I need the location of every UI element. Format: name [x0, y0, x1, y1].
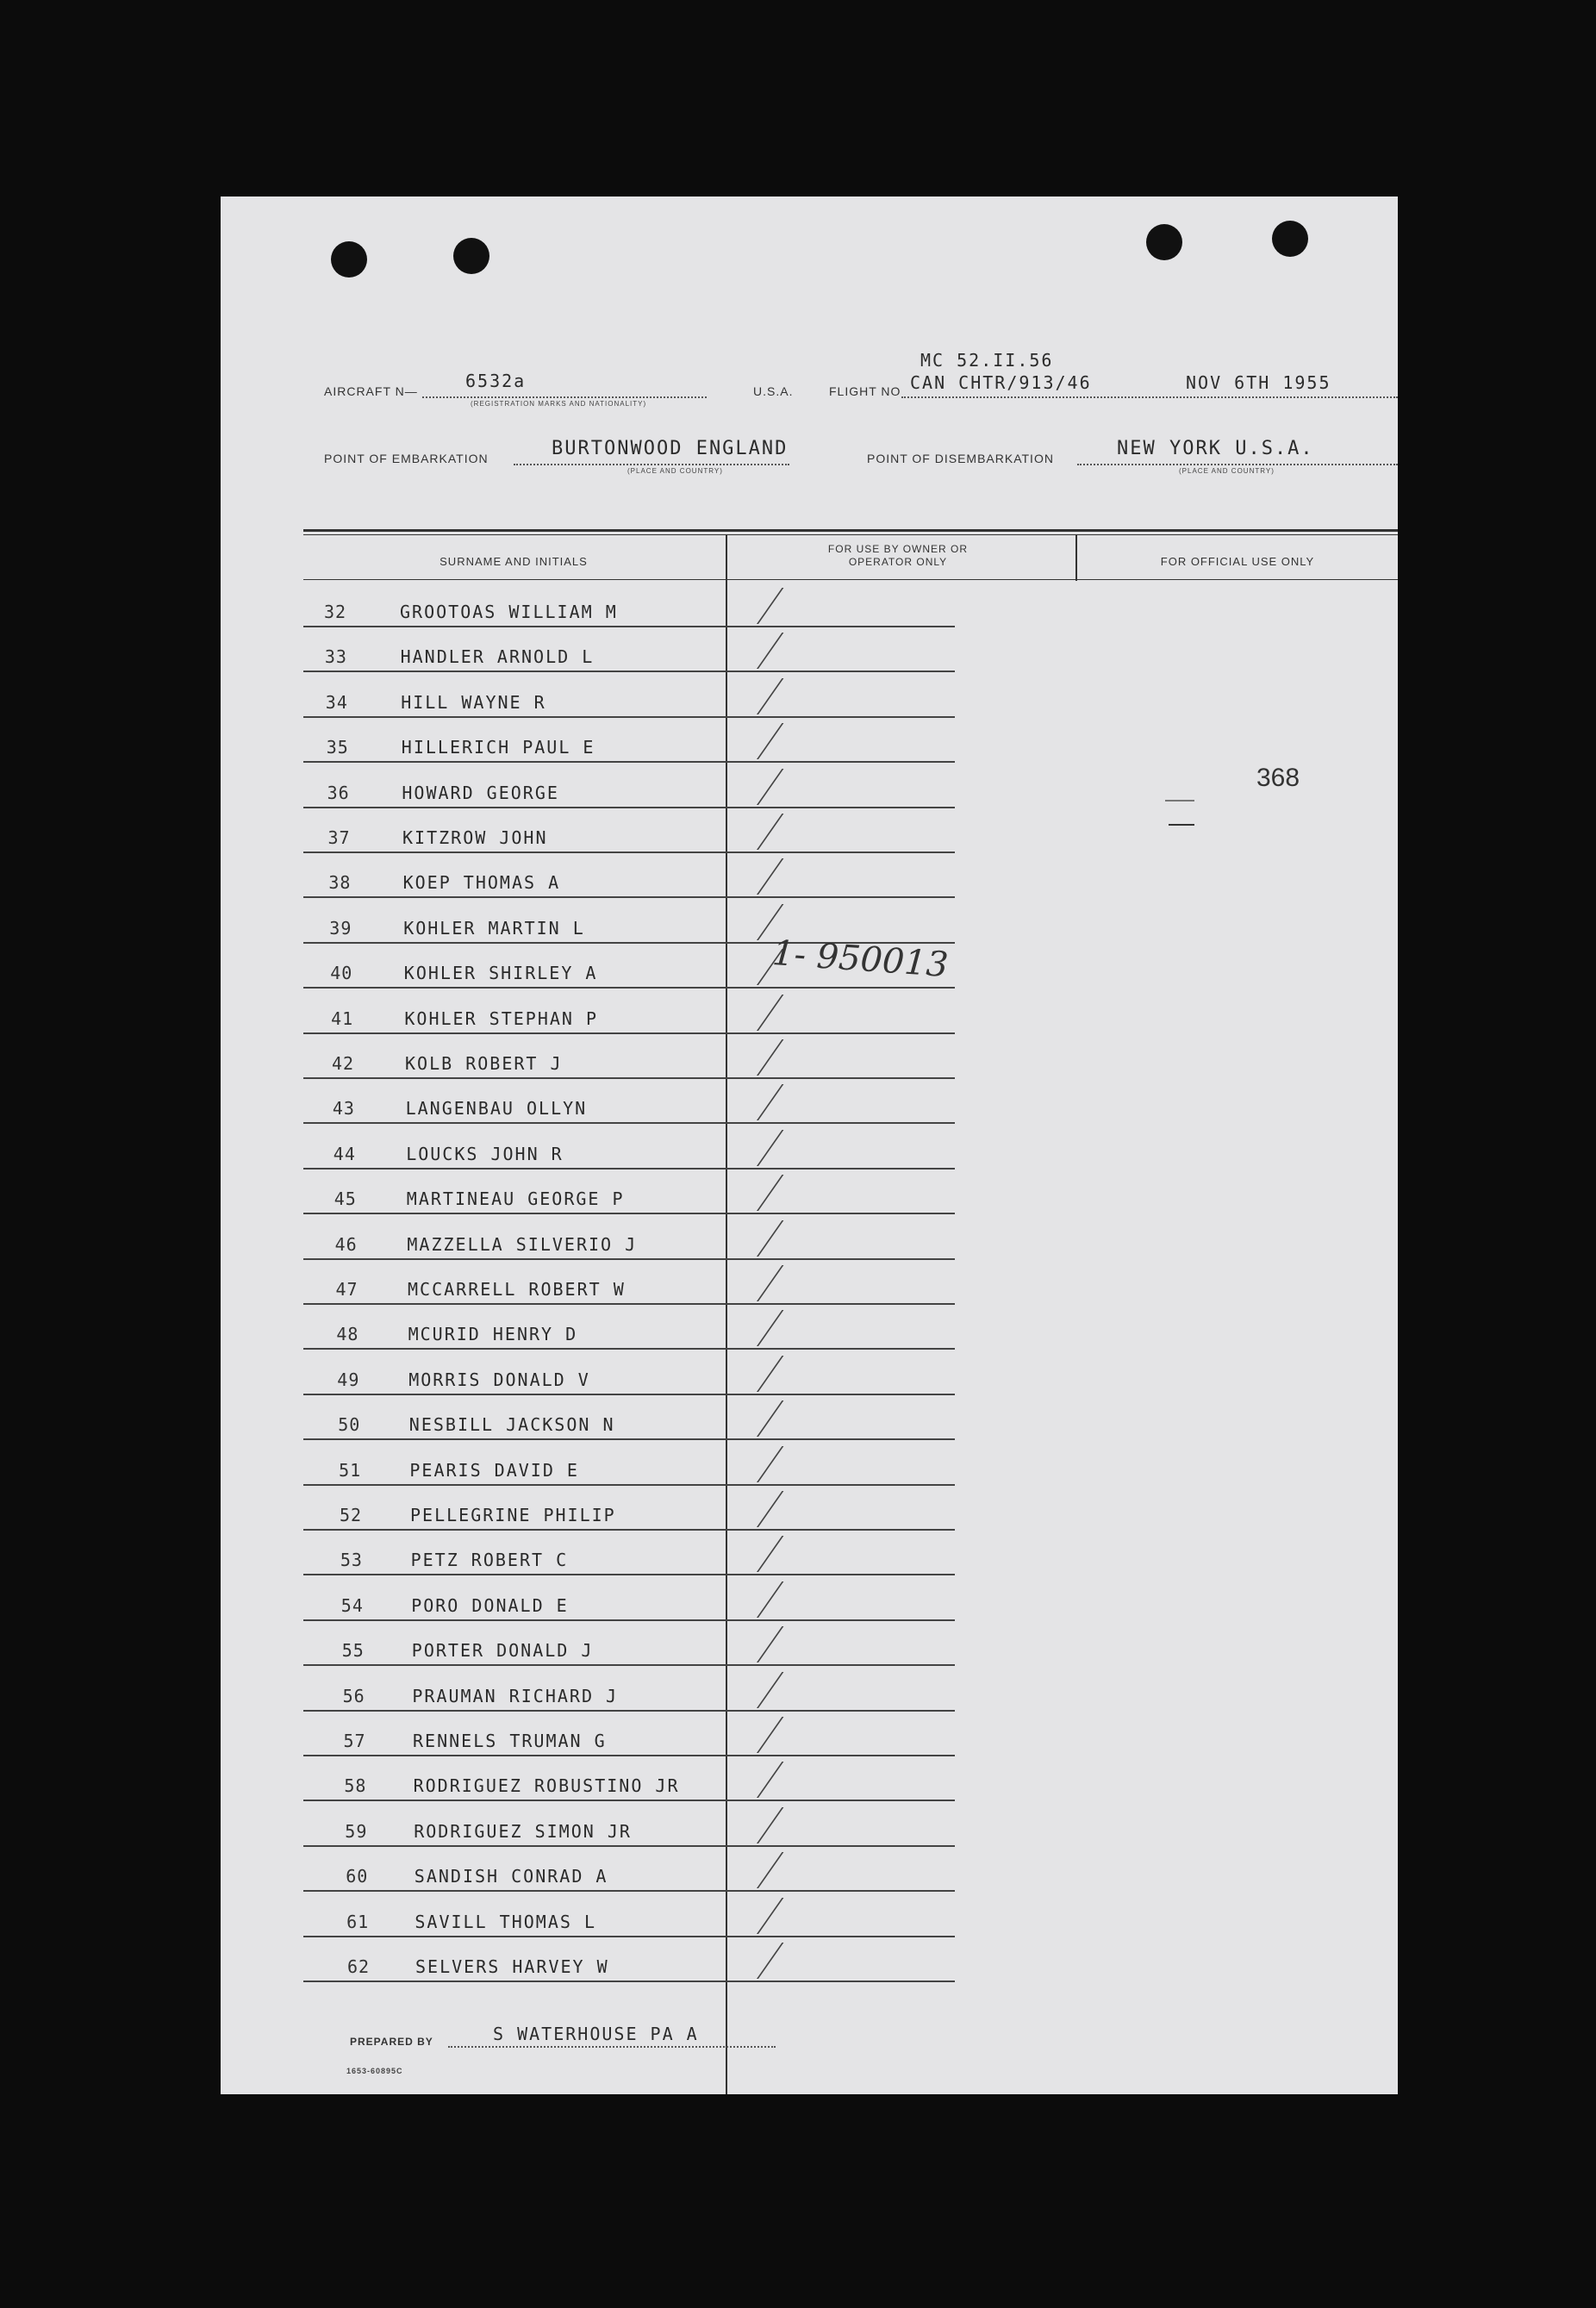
passenger-name: PEARIS DAVID E [409, 1459, 579, 1481]
aircraft-caption: (REGISTRATION MARKS AND NATIONALITY) [471, 400, 647, 408]
passenger-row [303, 1576, 955, 1621]
flight-label: FLIGHT NO [829, 384, 901, 398]
prepared-rule [448, 2046, 776, 2048]
check-mark [734, 1581, 783, 1618]
passenger-number: 49 [337, 1369, 360, 1390]
check-mark [734, 814, 783, 850]
check-mark [734, 1175, 783, 1211]
stamp-number: 368 [1256, 764, 1300, 792]
disembark-caption: (PLACE AND COUNTRY) [1179, 467, 1275, 475]
passenger-name: HILLERICH PAUL E [401, 737, 595, 758]
embark-caption: (PLACE AND COUNTRY) [627, 467, 723, 475]
passenger-number: 60 [346, 1866, 369, 1887]
passenger-row [303, 1125, 955, 1170]
check-mark [734, 678, 783, 714]
passenger-number: 54 [340, 1594, 364, 1616]
passenger-row [303, 1079, 955, 1124]
punch-hole [453, 238, 489, 274]
passenger-name: RENNELS TRUMAN G [413, 1731, 607, 1751]
passenger-number: 43 [332, 1098, 355, 1120]
form-code: 1653-60895C [346, 2067, 403, 2075]
passenger-name: MCURID HENRY D [408, 1324, 578, 1345]
passenger-name: MARTINEAU GEORGE P [406, 1188, 625, 1210]
passenger-row [303, 1441, 955, 1486]
passenger-name: HILL WAYNE R [401, 691, 546, 713]
passenger-row [303, 1260, 955, 1305]
check-mark [734, 1265, 783, 1301]
passenger-row [303, 1802, 955, 1847]
aircraft-value: 6532a [465, 371, 527, 391]
table-top-rule [303, 529, 1398, 532]
passenger-row [303, 583, 955, 627]
passenger-number: 62 [347, 1956, 371, 1977]
passenger-number: 45 [334, 1188, 357, 1210]
check-mark [734, 1717, 783, 1753]
check-mark [734, 1220, 783, 1257]
check-mark [734, 1400, 783, 1437]
passenger-name: GROOTOAS WILLIAM M [400, 602, 618, 622]
usa-label: U.S.A. [753, 384, 794, 398]
passenger-number: 37 [327, 827, 351, 848]
passenger-name: SELVERS HARVEY W [415, 1956, 609, 1977]
passenger-name: HOWARD GEORGE [402, 782, 559, 803]
passenger-name: KOHLER SHIRLEY A [403, 963, 598, 984]
passenger-row [303, 1034, 955, 1079]
passenger-number: 39 [329, 917, 352, 939]
passenger-row [303, 899, 955, 944]
manifest-page [221, 196, 1398, 2094]
passenger-number: 33 [324, 646, 347, 668]
passenger-row [303, 627, 955, 672]
check-mark [734, 1672, 783, 1708]
passenger-row [303, 1305, 955, 1350]
passenger-name: LOUCKS JOHN R [406, 1143, 564, 1164]
passenger-name: HANDLER ARNOLD L [400, 646, 595, 668]
passenger-number: 44 [333, 1143, 356, 1164]
passenger-row [303, 1350, 955, 1395]
passenger-row [303, 853, 955, 898]
check-mark [734, 1626, 783, 1662]
embark-value: BURTONWOOD ENGLAND [552, 438, 789, 459]
check-mark [734, 769, 783, 805]
prepared-value: S WATERHOUSE PA A [493, 2024, 699, 2044]
check-mark [734, 1943, 783, 1979]
check-mark [734, 1852, 783, 1888]
check-mark [734, 1762, 783, 1798]
passenger-row [303, 1486, 955, 1531]
passenger-name: MCCARRELL ROBERT W [408, 1279, 626, 1300]
passenger-number: 55 [341, 1640, 365, 1662]
passenger-name: KOLB ROBERT J [405, 1053, 563, 1074]
disembark-rule [1077, 464, 1398, 465]
check-mark [734, 1356, 783, 1392]
passenger-row [303, 1531, 955, 1575]
punch-hole [1146, 224, 1182, 260]
passenger-name: PORTER DONALD J [411, 1640, 594, 1662]
passenger-row [303, 718, 955, 763]
passenger-name: RODRIGUEZ SIMON JR [414, 1820, 632, 1842]
passenger-number: 47 [335, 1279, 358, 1300]
embark-label: POINT OF EMBARKATION [324, 452, 489, 465]
passenger-number: 51 [339, 1459, 362, 1481]
passenger-name: MORRIS DONALD V [408, 1369, 590, 1390]
passenger-number: 57 [343, 1731, 366, 1751]
passenger-number: 32 [324, 602, 347, 622]
flight-rule [901, 396, 1398, 398]
passenger-number: 40 [330, 963, 353, 984]
check-mark [734, 1039, 783, 1076]
col-official-header: FOR OFFICIAL USE ONLY [1160, 555, 1315, 568]
check-mark [734, 1491, 783, 1527]
passenger-row [303, 1621, 955, 1666]
passenger-number: 38 [328, 872, 352, 894]
check-mark [734, 858, 783, 895]
passenger-name: PETZ ROBERT C [410, 1550, 569, 1571]
passenger-row [303, 1712, 955, 1756]
check-mark [734, 1807, 783, 1843]
check-mark [734, 723, 783, 759]
passenger-number: 59 [345, 1820, 368, 1842]
passenger-number: 48 [336, 1324, 359, 1345]
passenger-name: LANGENBAU OLLYN [405, 1098, 588, 1120]
check-mark [734, 633, 783, 669]
passenger-number: 41 [331, 1007, 354, 1029]
passenger-row [303, 1667, 955, 1712]
passenger-row [303, 1395, 955, 1440]
check-mark [734, 1898, 783, 1934]
check-mark [734, 1130, 783, 1166]
flight-upper: MC 52.II.56 [920, 350, 1054, 371]
check-mark [734, 588, 783, 624]
passenger-row [303, 1215, 955, 1260]
aircraft-label: AIRCRAFT N— [324, 384, 418, 398]
passenger-name: KOHLER MARTIN L [403, 917, 585, 939]
row-underline [303, 1981, 955, 1982]
passenger-number: 56 [342, 1685, 365, 1706]
flight-value: CAN CHTR/913/46 [910, 372, 1092, 393]
passenger-row [303, 1847, 955, 1892]
col-surname-header: SURNAME AND INITIALS [440, 555, 588, 568]
passenger-row [303, 764, 955, 808]
stamp-mark [1165, 800, 1194, 802]
passenger-number: 50 [338, 1414, 361, 1436]
passenger-row [303, 989, 955, 1034]
prepared-label: PREPARED BY [350, 2036, 433, 2048]
check-mark [734, 1310, 783, 1346]
stamp-mark [1169, 824, 1194, 826]
passenger-name: RODRIGUEZ ROBUSTINO JR [413, 1775, 680, 1797]
col-owner-header: FOR USE BY OWNER OR OPERATOR ONLY [827, 543, 969, 568]
passenger-name: KOHLER STEPHAN P [404, 1007, 599, 1029]
col-divider-2 [1075, 534, 1077, 581]
passenger-row [303, 808, 955, 853]
passenger-name: NESBILL JACKSON N [408, 1414, 615, 1436]
passenger-number: 42 [332, 1053, 355, 1074]
disembark-label: POINT OF DISEMBARKATION [867, 452, 1054, 465]
passenger-row [303, 1893, 955, 1937]
check-mark [734, 1536, 783, 1572]
passenger-number: 35 [326, 737, 349, 758]
passenger-name: PELLEGRINE PHILIP [410, 1505, 616, 1525]
embark-rule [514, 464, 789, 465]
passenger-number: 36 [327, 782, 350, 803]
passenger-row [303, 1937, 955, 1982]
check-mark [734, 1446, 783, 1482]
passenger-name: PORO DONALD E [411, 1594, 569, 1616]
passenger-number: 46 [334, 1233, 358, 1255]
passenger-name: SAVILL THOMAS L [415, 1911, 597, 1932]
passenger-number: 34 [325, 691, 348, 713]
table-head-rule [303, 579, 1398, 580]
passenger-name: MAZZELLA SILVERIO J [407, 1233, 638, 1255]
table-top-rule-2 [303, 534, 1398, 535]
passenger-number: 52 [340, 1505, 363, 1525]
passenger-number: 61 [346, 1911, 370, 1932]
aircraft-rule [422, 396, 707, 398]
passenger-name: KOEP THOMAS A [402, 872, 561, 894]
punch-hole [1272, 221, 1308, 257]
punch-hole [331, 241, 367, 278]
passenger-name: PRAUMAN RICHARD J [412, 1685, 619, 1706]
passenger-number: 53 [340, 1550, 363, 1571]
check-mark [734, 1084, 783, 1120]
passenger-row [303, 1756, 955, 1801]
date-value: NOV 6TH 1955 [1186, 372, 1331, 393]
passenger-row [303, 673, 955, 718]
passenger-row [303, 1170, 955, 1214]
passenger-number: 58 [344, 1775, 367, 1797]
handwritten-note: 1- 950013 [770, 933, 950, 986]
passenger-name: KITZROW JOHN [402, 827, 548, 848]
check-mark [734, 995, 783, 1031]
disembark-value: NEW YORK U.S.A. [1117, 438, 1314, 459]
passenger-name: SANDISH CONRAD A [414, 1866, 608, 1887]
